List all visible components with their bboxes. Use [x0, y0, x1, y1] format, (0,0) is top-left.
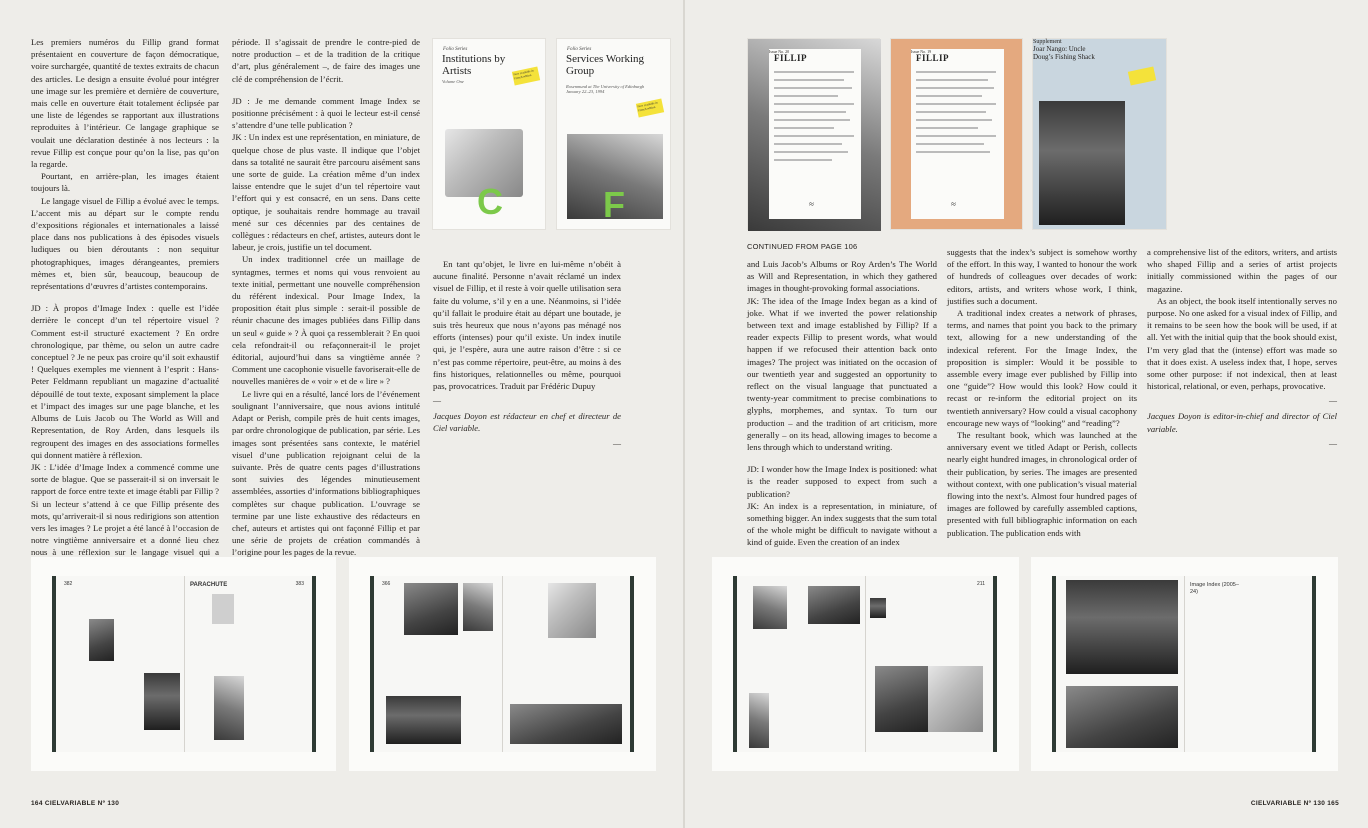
photo	[386, 696, 461, 744]
spread-headline: Image Index (2005–24)	[1190, 582, 1239, 595]
cover-subtitle: Rosenmund at The University of Edinburgh January 22–23, 1994	[566, 84, 645, 94]
book-cover-services	[556, 38, 671, 230]
book-fold	[184, 576, 185, 752]
magazine-cover-19	[890, 38, 1023, 230]
cover-panel	[769, 49, 861, 219]
text-line	[774, 79, 844, 81]
cover-issue: Issue No. 20	[769, 49, 790, 54]
separator-rule: —	[1329, 438, 1337, 448]
page-number: 383	[295, 581, 304, 587]
magazine-cover-20	[747, 38, 880, 230]
text-line	[916, 87, 994, 89]
text-line	[916, 111, 986, 113]
paragraph: Le langage visuel de Fillip a évolué avec le temps. L’accent mis au départ sur le compte rendu d’expositions régionales et internationales a laissé place dans nos publications à des épisodes visuels ludiques ou bien déroutants : non sequitur photographiques, images dérangeantes, premiers mèmes et, bien sûr, beaucoup, beaucoup de représentations d’œuvres d’artistes contemporains.	[31, 195, 219, 292]
cover-panel	[911, 49, 1004, 219]
cover-issue: Issue No. 19	[911, 49, 932, 54]
cover-series: Folio Series	[443, 47, 468, 52]
text-line	[774, 135, 854, 137]
text-line	[916, 95, 982, 97]
photo	[548, 583, 596, 638]
author-note: Jacques Doyon is editor-in-chief and director of Ciel variable.	[1147, 411, 1337, 434]
painting-top	[1066, 580, 1178, 674]
right-column-1	[747, 258, 937, 548]
text-line	[774, 159, 832, 161]
spread-headline: PARACHUTE	[190, 582, 228, 588]
left-column-1	[31, 36, 219, 558]
photo	[214, 676, 244, 740]
cover-subtitle: Volume One	[442, 79, 464, 84]
text-line	[916, 103, 996, 105]
interview-question: JD : À propos d’Image Index : quelle est l’idée derrière le concept d’un tel répertoire visuel ? Comment est-il structuré exactement ? En ordre chronologique, par thème, ou selon un autre cadre conceptuel ? Je ne peux pas croire qu’il soit exhaustif ! Quelques exemples me viennent à l’esprit : Hans-Peter Feldmann republiant un magazine d’actualité dépouillé de tout texte, exposant simplement la place et l’impact des images sur une page blanche, et les Albums de Luis Jacob ou The World as Will and Representation, de Roy Arden, dans lesquels ils regroupent des images en des associations formelles qui donnent matière à réflexion.	[31, 303, 219, 460]
text-line	[916, 135, 996, 137]
paragraph: En tant qu’objet, le livre en lui-même n’obéit à aucune finalité. Personne n’avait réclamé un index visuel de Fillip, et il reste à voir quelle utilisation sera faite du volume, s’il y en a une. Néanmoins, si l’idée qu’il fallait le produire était au départ une boutade, je suis très heureux que nous n’ayons pas ménagé nos efforts (intenses) pour qu’il existe. Un index inutile qui, je l’espère, aura une autre raison d’être : si ce n’est pas comme répertoire, peut-être, au moins à des fins historiques, relationnelles ou même, pourquoi pas, provocatrices. Traduit par Frédéric Dupuy	[433, 259, 621, 392]
paragraph: Pourtant, en arrière-plan, les images étaient toujours là.	[31, 171, 219, 194]
photo	[753, 586, 787, 629]
paragraph: Le livre qui en a résulté, lancé lors de l’événement soulignant l’anniversaire, que nous avions intitulé Adapt or Perish, compile près de huit cents images, par ordre chronologique de publication, par série. Les images sont présentées sans contexte, le matériel visuel d’une publication rejoignant celui de la suivante. Près de quatre cents pages d’illustrations sont suivies des légendes minutieusement assemblées, assorties d’informations bibliographiques complètes sur chaque publication. L’ouvrage se termine par une liste exhaustive des rédacteurs en chef, auteurs et artistes qui ont façonné Fillip et par une série de projets de création commandés à l’origine pour les pages de la revue.	[232, 388, 420, 558]
open-book	[733, 576, 997, 752]
photo	[89, 619, 114, 661]
book-spread-2	[349, 557, 656, 771]
text-line	[916, 127, 978, 129]
text-line	[916, 79, 988, 81]
wave-icon: ≈	[951, 199, 955, 209]
left-column-2	[232, 36, 420, 558]
book-spread-1	[31, 557, 336, 771]
text-line	[774, 151, 848, 153]
left-column-3	[433, 258, 621, 448]
photo	[463, 583, 493, 631]
book-fold	[502, 576, 503, 752]
photo	[749, 693, 769, 748]
paragraph: A traditional index creates a network of phrases, terms, and names that point you back to the primary text, allowing for a new understanding of the indexical referent. For the Image Index, the proposition is simpler: Would it be possible to assemble every image ever published by Fillip into one “guide”? How would this look? How could it recast or re-inform the editorial project on its twentieth anniversary? How could a visual cacophony encourage new ways of “looking” and “reading”?	[947, 308, 1137, 428]
right-column-3	[1147, 246, 1337, 466]
cover-letter: F	[603, 184, 625, 225]
photo	[870, 598, 886, 618]
photo	[404, 583, 458, 635]
continued-label: CONTINUED FROM PAGE 106	[747, 242, 858, 251]
photo	[144, 673, 180, 730]
separator-rule: —	[433, 396, 441, 406]
open-book	[1052, 576, 1316, 752]
cover-series: Folio Series	[567, 47, 592, 52]
text-line	[774, 111, 846, 113]
text-line	[774, 103, 854, 105]
right-column-2	[947, 246, 1137, 546]
cover-title: Institutions by Artists	[442, 53, 506, 77]
text-line	[916, 143, 984, 145]
photo	[510, 704, 622, 744]
interview-question: JD : Je me demande comment Image Index se positionne précisément : à quoi le lecteur est-il censé s’attendre d’une telle publication ?	[232, 95, 420, 131]
text-line	[916, 151, 990, 153]
paragraph: The resultant book, which was launched at the anniversary event we titled Adapt or Perish, collects nearly eight hundred images, in chronological order of their publication, by series. The images are presented without context, with one publication’s visual material flowing into the next’s. Almost four hundred pages of images are followed by carefully assembled captions, presented with full bibliographic information on each publication. The publication ends with	[947, 430, 1137, 538]
paragraph: a comprehensive list of the editors, writers, and artists who shaped Fillip and a series of artist projects initially commissioned within the pages of our magazine.	[1147, 247, 1337, 294]
cover-logo: FILLIP	[774, 53, 808, 63]
paragraph: and Luis Jacob’s Albums or Roy Arden’s The World as Will and Representation, in which they gathered images in thought-provoking formal associations.	[747, 259, 937, 294]
page-folio: 164 CIELVARIABLE Nº 130	[31, 800, 120, 807]
book-fold	[865, 576, 866, 752]
text-line	[774, 87, 852, 89]
interview-answer: JK: The idea of the Image Index began as a kind of joke. What if we inverted the power relationship between text and image established by Fillip? If a reader expects Fillip to present words, what would happen if we refocused their attention back onto images? The project was initiated on the occasion of our twentieth year and suggested an opportunity to reflect on the visual language that punctuated a twenty-year commitment to precise combinations to glyphs, morphemes, and syntax. To turn our production – and the tradition of art criticism, more generally – on its head, allowing images to become a lens through which to understand writing.	[747, 295, 937, 453]
paragraph: Un index traditionnel crée un maillage de syntagmes, termes et noms qui vous renvoient au texte initial, permettant une nouvelle compréhension du référent indexical. Pour Image Index, la proposition était plus simple : serait-il possible de réunir chacune des images publiées dans Fillip dans un seul « guide » ? À quoi ça ressemblerait ? En quoi cela refondrait-il ou refaçonnerait-il le projet éditorial, aujourd’hui dans sa vingtième année ? Comment une cacophonie visuelle favoriserait-elle de nouvelles manières de « voir » et de « lire » ?	[232, 254, 420, 387]
supplement-cover	[1032, 38, 1167, 230]
photo	[928, 666, 983, 732]
book-spread-4	[1031, 557, 1338, 771]
cover-sticker: Now available in French edition	[512, 66, 540, 85]
separator-rule: —	[613, 438, 621, 448]
painting-bottom	[1066, 686, 1178, 748]
open-book	[52, 576, 316, 752]
text-line	[916, 119, 992, 121]
photo	[875, 666, 928, 732]
text-line	[916, 71, 996, 73]
cover-sticker: Now available in French edition	[636, 98, 664, 117]
interview-answer: JK : Un index est une représentation, en miniature, de quelque chose de plus vaste. Il indique que l’objet dans sa totalité ne saurait être parcouru aisément sans une sorte de guide. La création même d’un index laisse entendre que le sujet d’un tel répertoire vaut l’effort qui y est consacré, en un sens. Dans cette optique, je souhaitais rendre hommage au travail mené sur ces décennies par des centaines de collègues : rédacteurs en chef, artistes, auteurs dont le labeur, je crois, justifie un tel document.	[232, 132, 420, 253]
cover-photo	[1039, 101, 1125, 225]
text-line	[774, 95, 838, 97]
page-folio: CIELVARIABLE Nº 130 165	[1250, 800, 1339, 807]
book-spread-3	[712, 557, 1019, 771]
open-book	[370, 576, 634, 752]
page-number: 211	[977, 581, 985, 587]
page-number: 382	[64, 581, 73, 587]
text-line	[774, 71, 854, 73]
interview-answer: JK: An index is a representation, in miniature, of something bigger. An index suggests that the sum total of the whole might be difficult to navigate without a kind of guide. Even the creation of an index	[747, 500, 937, 548]
book-fold	[1184, 576, 1185, 752]
text-line	[774, 119, 850, 121]
paragraph: suggests that the index’s subject is somehow worthy of the effort. In this way, I wanted to honour the work of hundreds of colleagues over decades of work: editors, artists, and writers whose work, I think, justifies such a document.	[947, 247, 1137, 306]
supplement-label: Supplement	[1033, 39, 1062, 45]
paragraph: Les premiers numéros du Fillip grand format présentaient en couverture de façon démocratique, voire surchargée, quantité de textes extraits de chacun des articles. Le design a ensuite évolué pour intégrer une image sur les première et dernière de couverture, mais celle en ouverture était totalement éclipsée par une liste de légendes se rapportant aux illustrations reproduites à l’intérieur. Ce langage graphique se voulait une déclaration destinée à nos lecteurs : la revue Fillip est conçue pour qu’on la lise, pas qu’on la regarde.	[31, 37, 219, 170]
author-note: Jacques Doyon est rédacteur en chef et directeur de Ciel variable.	[433, 411, 621, 434]
separator-rule: —	[1329, 396, 1337, 406]
wave-icon: ≈	[809, 199, 813, 209]
photo	[212, 594, 234, 624]
cover-letter: C	[477, 181, 503, 222]
text-line	[774, 127, 834, 129]
cover-sticker	[1128, 66, 1156, 85]
cover-title: Services Working Group	[566, 53, 645, 77]
photo	[808, 586, 860, 624]
cover-logo: FILLIP	[916, 53, 950, 63]
supplement-title: Joar Nango: Uncle Doug’s Fishing Shack	[1033, 45, 1095, 61]
interview-question: JD: I wonder how the Image Index is positioned: what is the reader supposed to expect from such a publication?	[747, 464, 937, 499]
interview-answer: JK : L’idée d’Image Index a commencé comme une sorte de blague. Que se passerait-il si on inversait le rapport de force entre texte et image établi par Fillip ? Si un lecteur s’attend à ce que Fillip présente des mots, qu’arriverait-il si nous redirigions son attention vers les images ? Le projet a été lancé à l’occasion de notre vingtième anniversaire et a donné lieu chez nous à une réflexion sur le langage visuel qui a	[31, 461, 219, 558]
book-cover-institutions	[432, 38, 546, 230]
page-number: 366	[382, 581, 391, 587]
text-line	[774, 143, 842, 145]
paragraph: As an object, the book itself intentionally serves no purpose. No one asked for a visual index of Fillip, and it remains to be seen how the book will be used, if at all. Yet with the initial quip that the book should exist, I’m very glad that the (intense) effort was made so that it does exist. A useless index that, I hope, serves some other purpose: if not indexical, then at least historical, relational, or even, perhaps, provocative.	[1147, 295, 1337, 392]
paragraph: période. Il s’agissait de prendre le contre-pied de notre production – et de la tradition de la critique d’art, plus généralement –, de faire des images une clé de compréhension de l’écrit.	[232, 37, 420, 84]
